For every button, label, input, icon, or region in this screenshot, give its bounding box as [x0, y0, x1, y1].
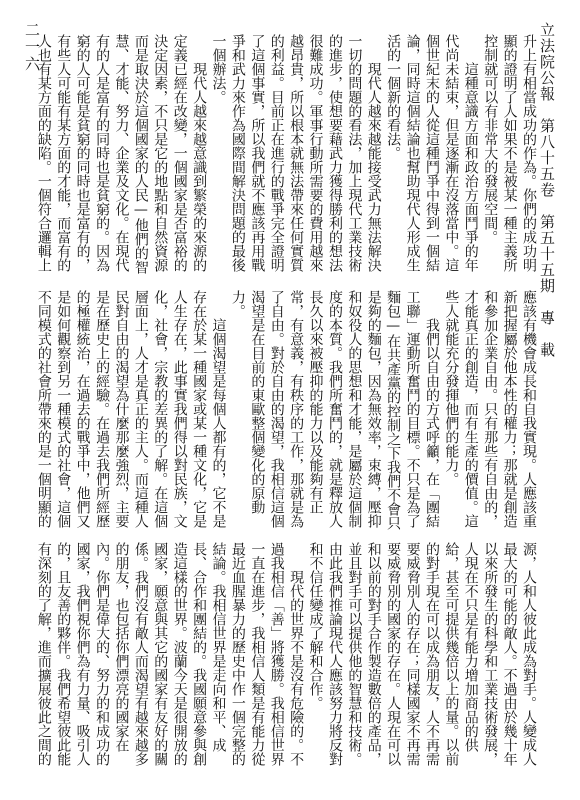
text-column-3 [33, 542, 538, 778]
paragraph: 現代人越來越意識到繁榮的來源的定義已經在改變，一個國家是否富裕的決定因素，不只是它的地點和自然資源而是取決於這個國家的人民—他們的智慧、才能、努力、企業及文化。在現代有的人是富有的同時也是貧窮的。因為窮的人可能是貧窮的同時也是富有的，有些人可能有某方面的才能，而富有的人也有某方面的缺陷。一個符合邏輯上 [35, 34, 208, 274]
text-column-2 [33, 290, 538, 530]
page-number: 二一六 [23, 22, 41, 73]
paragraph: 應該有機會成長和自我實現。人應該重新把握屬於他本性的權力；那就是創造和參加企業自由。只有那些有自由的，才能真正的創造，而有生產的價值。這些人就能充分發揮他們的能力。 [443, 290, 537, 528]
issue-number: 第五十五期 [538, 214, 556, 294]
paragraph: 我們以自由的方式呼籲，在「團結工聯」運動所奮鬥的目標。不只是為了麵包—在共產黨的控制之下我們不會只是夠的麵包，因為無效率，束縛，壓抑和奴役人的思想和才能，是屬於這個制度的本質。我們所奮鬥的，就是釋放人長久以來被壓抑的能力以及能夠有正常，有意義，有秩序的工作，那就是為了自由。對於自由的渴望，我相信這個渴望是在目前的東歐整個變化的原動力。 [229, 290, 440, 530]
paragraph: 現代人越來越能接受武力無法解決一切的問題的看法，加上現代工業技術的進步，使想要藉武力獲得勝利的想法很難成功。軍事行動所需要的費用越來越昂貴，所以根本就無法帶來任何實質的利益。目前正在進行的戰爭完全證明了這個事實，所以我們就不應該再用戰爭和武力來作為國際間解決問題的最後一個辦法。 [210, 34, 382, 272]
paragraph: 源，人和人彼此成為對手。人變成人最大的可能的敵人。不過由於幾十年以來所發生的科學和工業技術發展，人現在不只是有能力增加商品的供給，甚至可提供幾倍以上的量。以前的對手現在可以成為朋友，人不再需要威脅別人的存在；同樣國家不再需要威脅別的國家的存在。人現在可以和以前的對手合作製造數倍的產品，並且對手可以提供他的智慧和技術。由此我們推論現代人應該努力將反對和不信任變成了解和合作。 [307, 542, 537, 766]
journal-title: 立法院公報 [538, 22, 556, 102]
paragraph: 現代的世界不是沒有危險的。不過我相信「善」將獲勝。我相信世界一直在進步，我相信人類是有能力從最近血腥暴力的歷史中作一個完整的結論。我相信世界是走向和平、成長、合作和團結的。我國願意參與創造這樣的世界。波蘭今天是很開放的國家，願意與其它的國家有友好的關係。我們沒有敵人而渴望有越來越多的朋友，也包括你們漂亮的國家在內。你們是偉大的、努力的和成功的國家，我們視你們為有力量、吸引人的，且友善的夥伴。我們希望彼此能有深刻的了解，進而擴展彼此之間的 [35, 542, 305, 766]
paragraph: 這個渴望是每個人都有的，它不是存在於某一種國家或某一種文化，它是人生存在，此事實我們得以對民族，文化，社會，宗教的差異的了解。在這個層面上，人才是真正的主人。而這種人民對自由的渴望為什麼那麼強烈，主要是在歷史上的經驗。在過去我們所經歷的極權統治，在過去的戰爭中，他們又是如何觀察到另一種模式的社會，這個不同模式的社會所帶來的是一個明顯的 [35, 290, 227, 528]
paragraph: 這種意識方面和政治方面鬥爭的年代尚未結束，但是逐漸在沒落當中。這個世紀末的人從這種鬥爭中得到一個結論，同時這個結論也幫助現代人形成生活的一個新的看法。 [385, 34, 479, 272]
volume-number: 第八十五卷 [538, 118, 556, 198]
text-column-1 [33, 34, 538, 278]
page-header [537, 22, 558, 358]
paragraph: 升上有相當成功的作為。你們的成功明顯的證明了人如果不是被某一種主義所控制就可以有非常大的發展空間。 [482, 34, 537, 272]
section-label: 專 載 [538, 310, 556, 358]
